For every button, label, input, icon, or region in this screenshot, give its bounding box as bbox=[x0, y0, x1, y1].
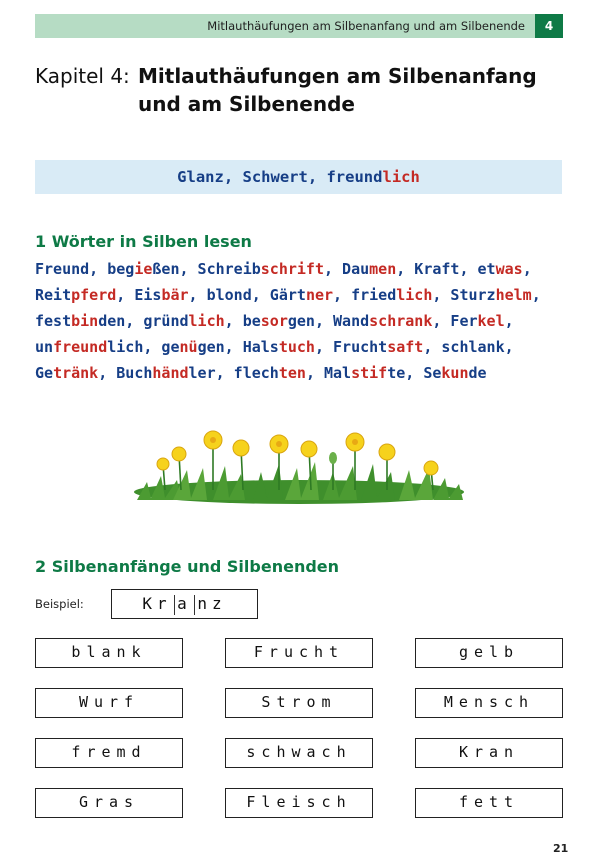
syllable-blue: , Dau bbox=[324, 260, 370, 278]
syllable-blue: Freund, beg bbox=[35, 260, 135, 278]
syllable-red: lich bbox=[188, 312, 225, 330]
syllable-blue: den, gründ bbox=[98, 312, 189, 330]
word-box[interactable]: Fleisch bbox=[225, 788, 373, 818]
word-line bbox=[35, 360, 580, 386]
syllable-blue: lich, ge bbox=[107, 338, 180, 356]
word-box[interactable]: blank bbox=[35, 638, 183, 668]
word-line bbox=[35, 282, 580, 308]
section-1-heading: 1 Wörter in Silben lesen bbox=[35, 232, 252, 251]
word-box[interactable]: gelb bbox=[415, 638, 563, 668]
syllable-red: helm bbox=[495, 286, 532, 304]
word-box[interactable]: Wurf bbox=[35, 688, 183, 718]
syllable-blue: Ge bbox=[35, 364, 54, 382]
syllable-blue: gen, Wand bbox=[287, 312, 370, 330]
syllable-red: schrank bbox=[369, 312, 433, 330]
word-box[interactable]: Strom bbox=[225, 688, 373, 718]
syllable-blue: , Sturz bbox=[432, 286, 496, 304]
word-line bbox=[35, 334, 580, 360]
section-2-heading: 2 Silbenanfänge und Silbenenden bbox=[35, 557, 340, 576]
syllable-red: händ bbox=[152, 364, 189, 382]
syllable-red: schrift bbox=[260, 260, 324, 278]
syllable-word-list bbox=[35, 256, 580, 386]
syllable-red: saft bbox=[387, 338, 424, 356]
word-box[interactable]: Frucht bbox=[225, 638, 373, 668]
syllable-red: nü bbox=[179, 338, 198, 356]
syllable-red: sor bbox=[260, 312, 288, 330]
syllable-red: bin bbox=[71, 312, 99, 330]
syllable-blue: , bbox=[531, 286, 541, 304]
dandelion-meadow-illustration bbox=[133, 428, 465, 506]
word-box[interactable]: Gras bbox=[35, 788, 183, 818]
running-header bbox=[35, 14, 563, 38]
syllable-red: was bbox=[495, 260, 523, 278]
syllable-blue: , Buch bbox=[98, 364, 153, 382]
word-box[interactable]: schwach bbox=[225, 738, 373, 768]
syllable-red: tuch bbox=[278, 338, 315, 356]
syllable-red: lich bbox=[396, 286, 433, 304]
syllable-blue: fest bbox=[35, 312, 72, 330]
syllable-blue: un bbox=[35, 338, 54, 356]
syllable-blue: , schlank, bbox=[423, 338, 514, 356]
chapter-number-tab: 4 bbox=[535, 14, 563, 38]
word-box[interactable]: Mensch bbox=[415, 688, 563, 718]
syllable-red: ner bbox=[305, 286, 334, 304]
word-box[interactable]: fremd bbox=[35, 738, 183, 768]
syllable-blue: gen, Hals bbox=[197, 338, 279, 356]
syllable-divider-right bbox=[194, 595, 196, 615]
syllable-blue: ßen, Schreib bbox=[152, 260, 261, 278]
syllable-red: ie bbox=[134, 260, 153, 278]
example-onset: Kr bbox=[142, 594, 172, 613]
syllable-red: lich bbox=[382, 168, 420, 186]
chapter-title bbox=[35, 62, 575, 118]
example-words-band bbox=[35, 160, 562, 194]
example-words bbox=[35, 160, 562, 194]
syllable-blue: , fried bbox=[333, 286, 397, 304]
word-box[interactable]: fett bbox=[415, 788, 563, 818]
example-vowel: a bbox=[177, 594, 192, 613]
syllable-red: pferd bbox=[71, 286, 117, 304]
page-number: 21 bbox=[553, 842, 569, 855]
syllable-blue: , blond, Gärt bbox=[188, 286, 306, 304]
syllable-red: kun bbox=[441, 364, 469, 382]
word-line bbox=[35, 256, 580, 282]
syllable-blue: , Mal bbox=[305, 364, 352, 382]
syllable-blue: , bbox=[522, 260, 532, 278]
syllable-divider-left bbox=[174, 595, 176, 615]
example-coda: nz bbox=[197, 594, 227, 613]
syllable-blue: ler, flech bbox=[188, 364, 279, 382]
chapter-title-text: Mitlauthäufungen am Silbenanfang und am Silbenende bbox=[138, 64, 537, 116]
syllable-blue: Glanz, Schwert, freund bbox=[177, 168, 383, 186]
example-word-box bbox=[111, 589, 258, 619]
syllable-blue: , Eis bbox=[116, 286, 162, 304]
example-label: Beispiel: bbox=[35, 597, 84, 611]
word-line bbox=[35, 308, 580, 334]
syllable-red: tränk bbox=[53, 364, 99, 382]
syllable-blue: , be bbox=[224, 312, 261, 330]
syllable-red: stif bbox=[351, 364, 388, 382]
syllable-red: ten bbox=[278, 364, 306, 382]
syllable-blue: , Frucht bbox=[314, 338, 388, 356]
syllable-blue: de bbox=[468, 364, 487, 382]
syllable-blue: te, Se bbox=[387, 364, 442, 382]
syllable-red: kel bbox=[477, 312, 505, 330]
syllable-red: freund bbox=[53, 338, 108, 356]
syllable-red: bär bbox=[161, 286, 189, 304]
syllable-blue: , Fer bbox=[432, 312, 478, 330]
running-header-title: Mitlauthäufungen am Silbenanfang und am Silbenende bbox=[207, 19, 525, 33]
syllable-blue: Reit bbox=[35, 286, 72, 304]
syllable-blue: , bbox=[504, 312, 514, 330]
syllable-blue: , Kraft, et bbox=[396, 260, 496, 278]
word-box[interactable]: Kran bbox=[415, 738, 563, 768]
chapter-label: Kapitel 4: bbox=[35, 64, 130, 88]
syllable-red: men bbox=[369, 260, 397, 278]
